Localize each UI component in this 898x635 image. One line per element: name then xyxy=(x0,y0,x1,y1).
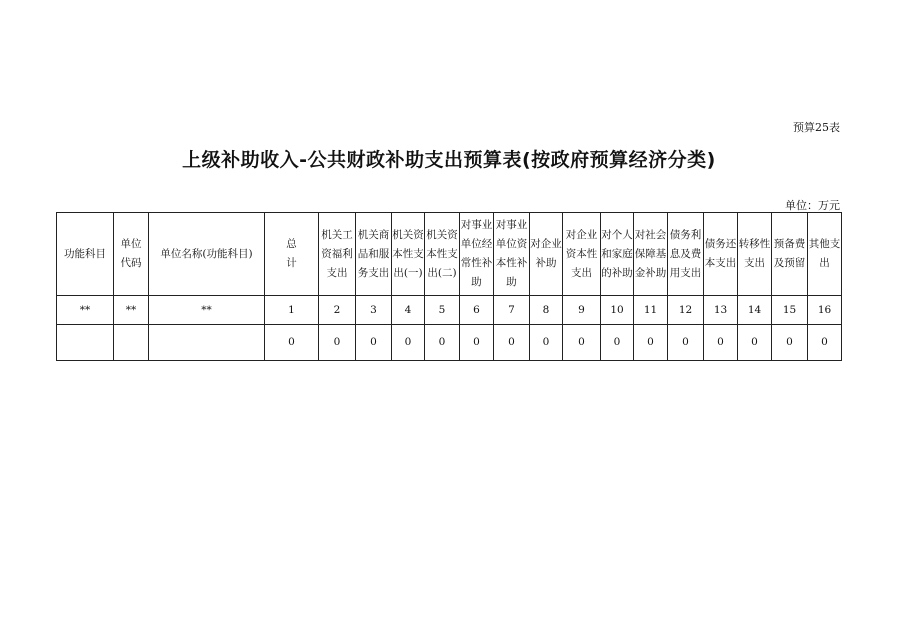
unit-label: 单位：万元 xyxy=(785,199,840,212)
value-cell: 0 xyxy=(668,325,704,361)
header-cell: 对事业单位经常性补助 xyxy=(460,213,494,296)
value-cell: 0 xyxy=(772,325,808,361)
value-cell: 0 xyxy=(704,325,738,361)
header-cell: 单位代码 xyxy=(114,213,149,296)
value-cell: 0 xyxy=(808,325,842,361)
header-row xyxy=(57,213,842,296)
index-row xyxy=(57,296,842,325)
index-cell: 1 xyxy=(265,296,319,325)
value-cell: 0 xyxy=(425,325,460,361)
header-cell: 总计 xyxy=(265,213,319,296)
index-cell: 8 xyxy=(530,296,563,325)
value-cell: 0 xyxy=(563,325,601,361)
header-cell: 债务还本支出 xyxy=(704,213,738,296)
index-cell: 10 xyxy=(601,296,634,325)
page-title: 上级补助收入-公共财政补助支出预算表(按政府预算经济分类) xyxy=(182,149,716,171)
value-cell xyxy=(149,325,265,361)
index-cell: 13 xyxy=(704,296,738,325)
value-cell: 0 xyxy=(738,325,772,361)
header-cell: 机关商品和服务支出 xyxy=(356,213,392,296)
index-cell: 9 xyxy=(563,296,601,325)
index-cell: ** xyxy=(57,296,114,325)
index-cell: 16 xyxy=(808,296,842,325)
value-cell: 0 xyxy=(634,325,668,361)
value-cell xyxy=(57,325,114,361)
header-cell: 对事业单位资本性补助 xyxy=(494,213,530,296)
header-cell: 预备费及预留 xyxy=(772,213,808,296)
index-cell: 4 xyxy=(392,296,425,325)
value-cell: 0 xyxy=(319,325,356,361)
index-cell: ** xyxy=(114,296,149,325)
header-cell: 功能科目 xyxy=(57,213,114,296)
index-cell: 15 xyxy=(772,296,808,325)
index-cell: 5 xyxy=(425,296,460,325)
index-cell: 6 xyxy=(460,296,494,325)
header-cell: 债务利息及费用支出 xyxy=(668,213,704,296)
budget-table xyxy=(56,212,842,361)
value-cell: 0 xyxy=(460,325,494,361)
value-cell: 0 xyxy=(392,325,425,361)
value-cell: 0 xyxy=(494,325,530,361)
index-cell: 3 xyxy=(356,296,392,325)
value-cell: 0 xyxy=(356,325,392,361)
index-cell: ** xyxy=(149,296,265,325)
header-cell: 单位名称(功能科目) xyxy=(149,213,265,296)
index-cell: 2 xyxy=(319,296,356,325)
header-cell: 对社会保障基金补助 xyxy=(634,213,668,296)
header-cell: 转移性支出 xyxy=(738,213,772,296)
value-cell: 0 xyxy=(601,325,634,361)
header-cell: 机关资本性支出(二) xyxy=(425,213,460,296)
header-cell: 其他支出 xyxy=(808,213,842,296)
index-cell: 12 xyxy=(668,296,704,325)
index-cell: 7 xyxy=(494,296,530,325)
header-cell: 对个人和家庭的补助 xyxy=(601,213,634,296)
index-cell: 14 xyxy=(738,296,772,325)
value-cell: 0 xyxy=(530,325,563,361)
index-cell: 11 xyxy=(634,296,668,325)
header-cell: 对企业补助 xyxy=(530,213,563,296)
value-cell xyxy=(114,325,149,361)
header-cell: 对企业资本性支出 xyxy=(563,213,601,296)
form-number: 预算25表 xyxy=(793,121,840,134)
header-cell: 机关工资福利支出 xyxy=(319,213,356,296)
value-cell: 0 xyxy=(265,325,319,361)
header-cell: 机关资本性支出(一) xyxy=(392,213,425,296)
value-row xyxy=(57,325,842,361)
